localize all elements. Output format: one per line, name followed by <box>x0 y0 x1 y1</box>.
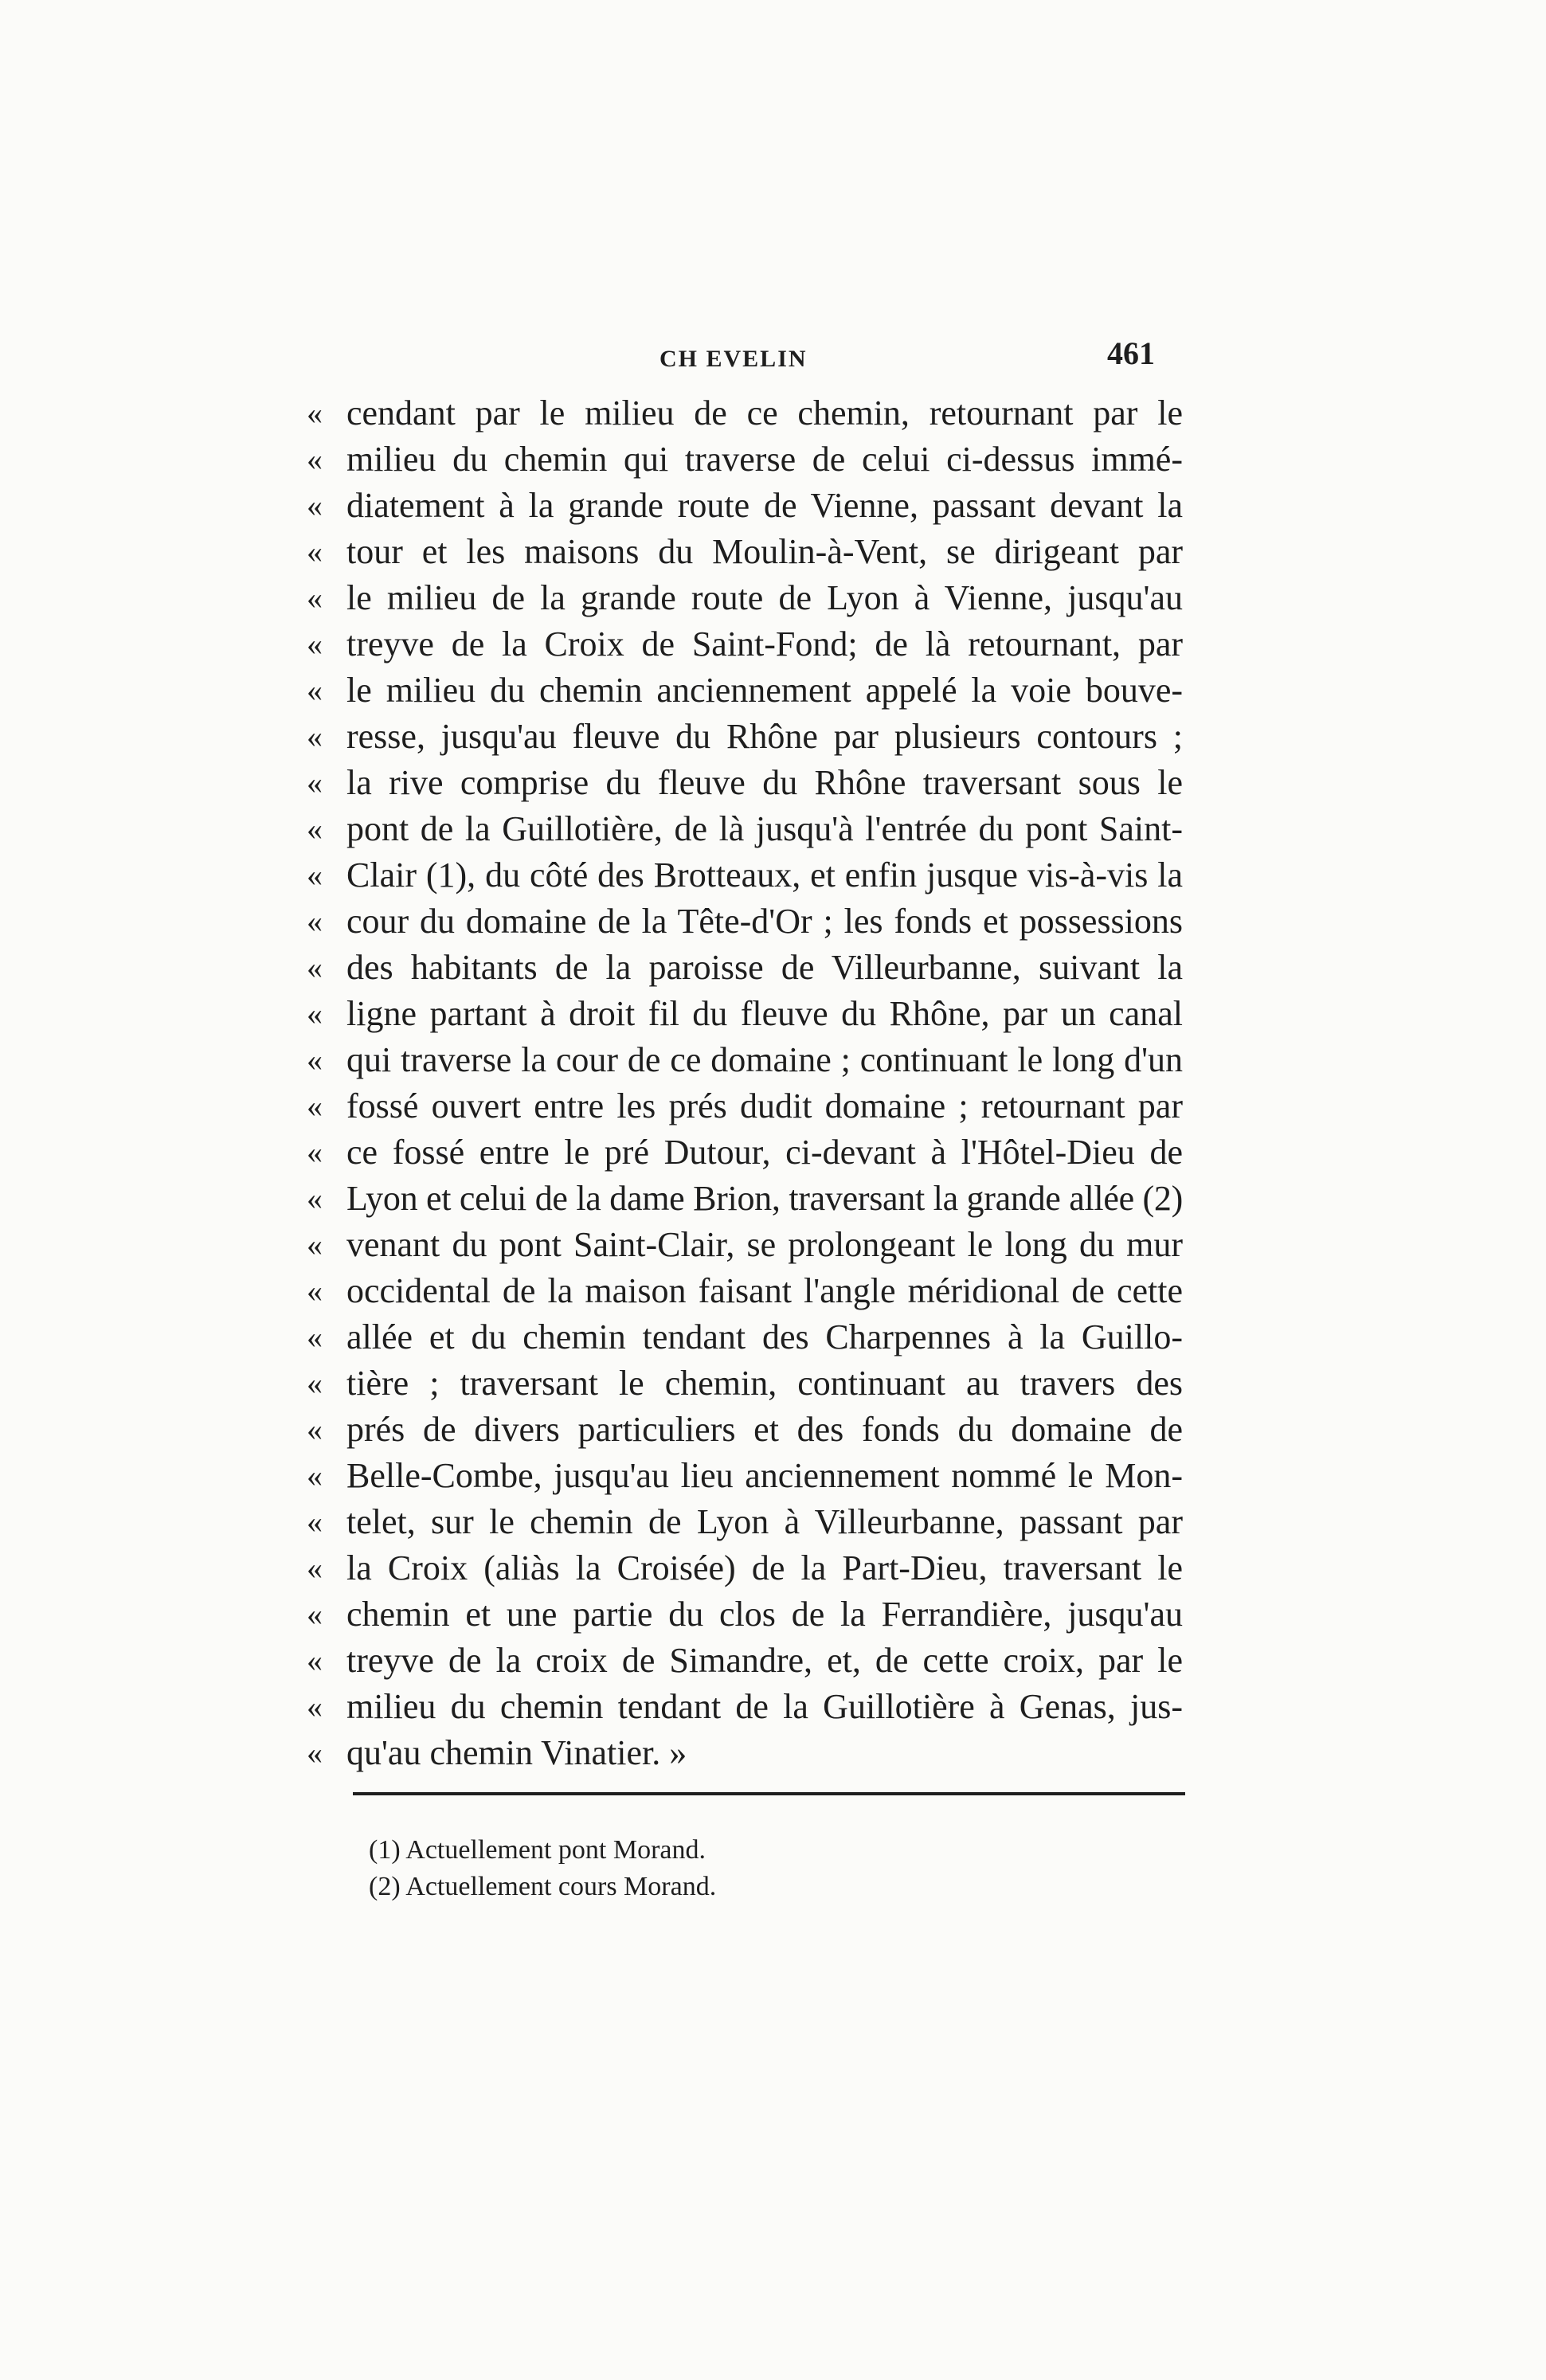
line-text: resse, jusqu'au fleuve du Rhône par plusieurs contours ; <box>346 717 1183 756</box>
footnotes <box>369 1832 1165 1905</box>
quote-mark: « <box>307 1550 323 1586</box>
quote-mark: « <box>307 672 323 708</box>
line-text: cour du domaine de la Tête-d'Or ; les fonds et possessions <box>346 902 1183 941</box>
line-text: Belle-Combe, jusqu'au lieu anciennement nommé le Mon- <box>346 1456 1183 1495</box>
text-line <box>307 1083 1183 1129</box>
text-line <box>307 1545 1183 1591</box>
line-text: la rive comprise du fleuve du Rhône traversant sous le <box>346 763 1183 802</box>
text-line <box>307 1037 1183 1083</box>
page-header <box>307 335 1155 390</box>
quote-mark: « <box>307 1180 323 1216</box>
quote-mark: « <box>307 1365 323 1401</box>
line-text: ce fossé entre le pré Dutour, ci-devant à l'Hôtel-Dieu de <box>346 1133 1183 1172</box>
line-text: Lyon et celui de la dame Brion, traversant la grande allée (2) <box>346 1179 1183 1218</box>
text-line <box>307 1684 1183 1730</box>
line-text: milieu du chemin tendant de la Guillotière à Genas, jus- <box>346 1687 1183 1726</box>
quote-mark: « <box>307 580 323 616</box>
line-text: ligne partant à droit fil du fleuve du Rhône, par un canal <box>346 994 1183 1033</box>
line-text: tière ; traversant le chemin, continuant au travers des <box>346 1364 1183 1403</box>
line-text: le milieu de la grande route de Lyon à Vienne, jusqu'au <box>346 578 1183 617</box>
line-text: la Croix (aliàs la Croisée) de la Part-Dieu, traversant le <box>346 1548 1183 1587</box>
quote-mark: « <box>307 811 323 847</box>
quote-mark: « <box>307 395 323 431</box>
quote-mark: « <box>307 1458 323 1493</box>
text-line <box>307 1730 1183 1776</box>
quote-mark: « <box>307 1227 323 1262</box>
text-line <box>307 1314 1183 1360</box>
text-line <box>307 1407 1183 1453</box>
text-line <box>307 575 1183 621</box>
footnote: (1) Actuellement pont Morand. <box>369 1835 706 1865</box>
line-text: occidental de la maison faisant l'angle méridional de cette <box>346 1271 1183 1310</box>
line-text: treyve de la croix de Simandre, et, de cette croix, par le <box>346 1641 1183 1680</box>
line-text: Clair (1), du côté des Brotteaux, et enfin jusque vis-à-vis la <box>346 855 1183 894</box>
quote-mark: « <box>307 487 323 523</box>
text-line <box>307 1222 1183 1268</box>
quote-mark: « <box>307 1504 323 1540</box>
line-text: telet, sur le chemin de Lyon à Villeurbanne, passant par <box>346 1502 1183 1541</box>
running-head: CH EVELIN <box>659 346 808 372</box>
text-line <box>307 1268 1183 1314</box>
text-line <box>307 945 1183 991</box>
line-text: pont de la Guillotière, de là jusqu'à l'entrée du pont Saint- <box>346 809 1183 848</box>
quote-mark: « <box>307 1735 323 1771</box>
footnote: (2) Actuellement cours Morand. <box>369 1872 717 1901</box>
body-text <box>307 390 1183 1776</box>
line-text: cendant par le milieu de ce chemin, retournant par le <box>346 393 1183 433</box>
text-line <box>307 1453 1183 1499</box>
text-line <box>307 621 1183 667</box>
line-text: tour et les maisons du Moulin-à-Vent, se dirigeant par <box>346 532 1183 571</box>
quote-mark: « <box>307 857 323 893</box>
quote-mark: « <box>307 1273 323 1309</box>
text-line <box>307 806 1183 852</box>
line-text: allée et du chemin tendant des Charpennes à la Guillo- <box>346 1317 1183 1356</box>
quote-mark: « <box>307 903 323 939</box>
footnote-rule <box>353 1792 1185 1795</box>
text-line <box>307 991 1183 1037</box>
line-text: fossé ouvert entre les prés dudit domaine ; retournant par <box>346 1086 1183 1125</box>
line-text: qui traverse la cour de ce domaine ; continuant le long d'un <box>346 1040 1183 1079</box>
line-text: venant du pont Saint-Clair, se prolongeant le long du mur <box>346 1225 1183 1264</box>
quote-mark: « <box>307 949 323 985</box>
quote-mark: « <box>307 441 323 477</box>
quote-mark: « <box>307 1088 323 1124</box>
line-text: diatement à la grande route de Vienne, passant devant la <box>346 486 1183 525</box>
quote-mark: « <box>307 534 323 570</box>
text-line <box>307 1591 1183 1638</box>
line-text: le milieu du chemin anciennement appelé la voie bouve- <box>346 671 1183 710</box>
text-line <box>307 852 1183 898</box>
quote-mark: « <box>307 626 323 662</box>
quote-mark: « <box>307 1319 323 1355</box>
line-text: chemin et une partie du clos de la Ferrandière, jusqu'au <box>346 1595 1183 1634</box>
quote-mark: « <box>307 1689 323 1724</box>
quote-mark: « <box>307 1042 323 1078</box>
quote-mark: « <box>307 996 323 1031</box>
text-line <box>307 760 1183 806</box>
text-line <box>307 714 1183 760</box>
text-line <box>307 1499 1183 1545</box>
line-text: treyve de la Croix de Saint-Fond; de là retournant, par <box>346 624 1183 664</box>
page-number: 461 <box>1107 335 1155 371</box>
text-line <box>307 390 1183 436</box>
text-line <box>307 436 1183 483</box>
line-text: des habitants de la paroisse de Villeurbanne, suivant la <box>346 948 1183 987</box>
quote-mark: « <box>307 1411 323 1447</box>
line-text: milieu du chemin qui traverse de celui ci-dessus immé- <box>346 440 1183 479</box>
quote-mark: « <box>307 1134 323 1170</box>
text-line <box>307 898 1183 945</box>
text-line <box>307 483 1183 529</box>
text-line <box>307 1129 1183 1176</box>
quote-mark: « <box>307 1642 323 1678</box>
line-text: qu'au chemin Vinatier. » <box>346 1733 687 1772</box>
quote-mark: « <box>307 765 323 801</box>
text-line <box>307 529 1183 575</box>
quote-mark: « <box>307 1596 323 1632</box>
line-text: prés de divers particuliers et des fonds du domaine de <box>346 1410 1183 1449</box>
text-line <box>307 667 1183 714</box>
text-line <box>307 1638 1183 1684</box>
quote-mark: « <box>307 718 323 754</box>
text-line <box>307 1176 1183 1222</box>
text-line <box>307 1360 1183 1407</box>
